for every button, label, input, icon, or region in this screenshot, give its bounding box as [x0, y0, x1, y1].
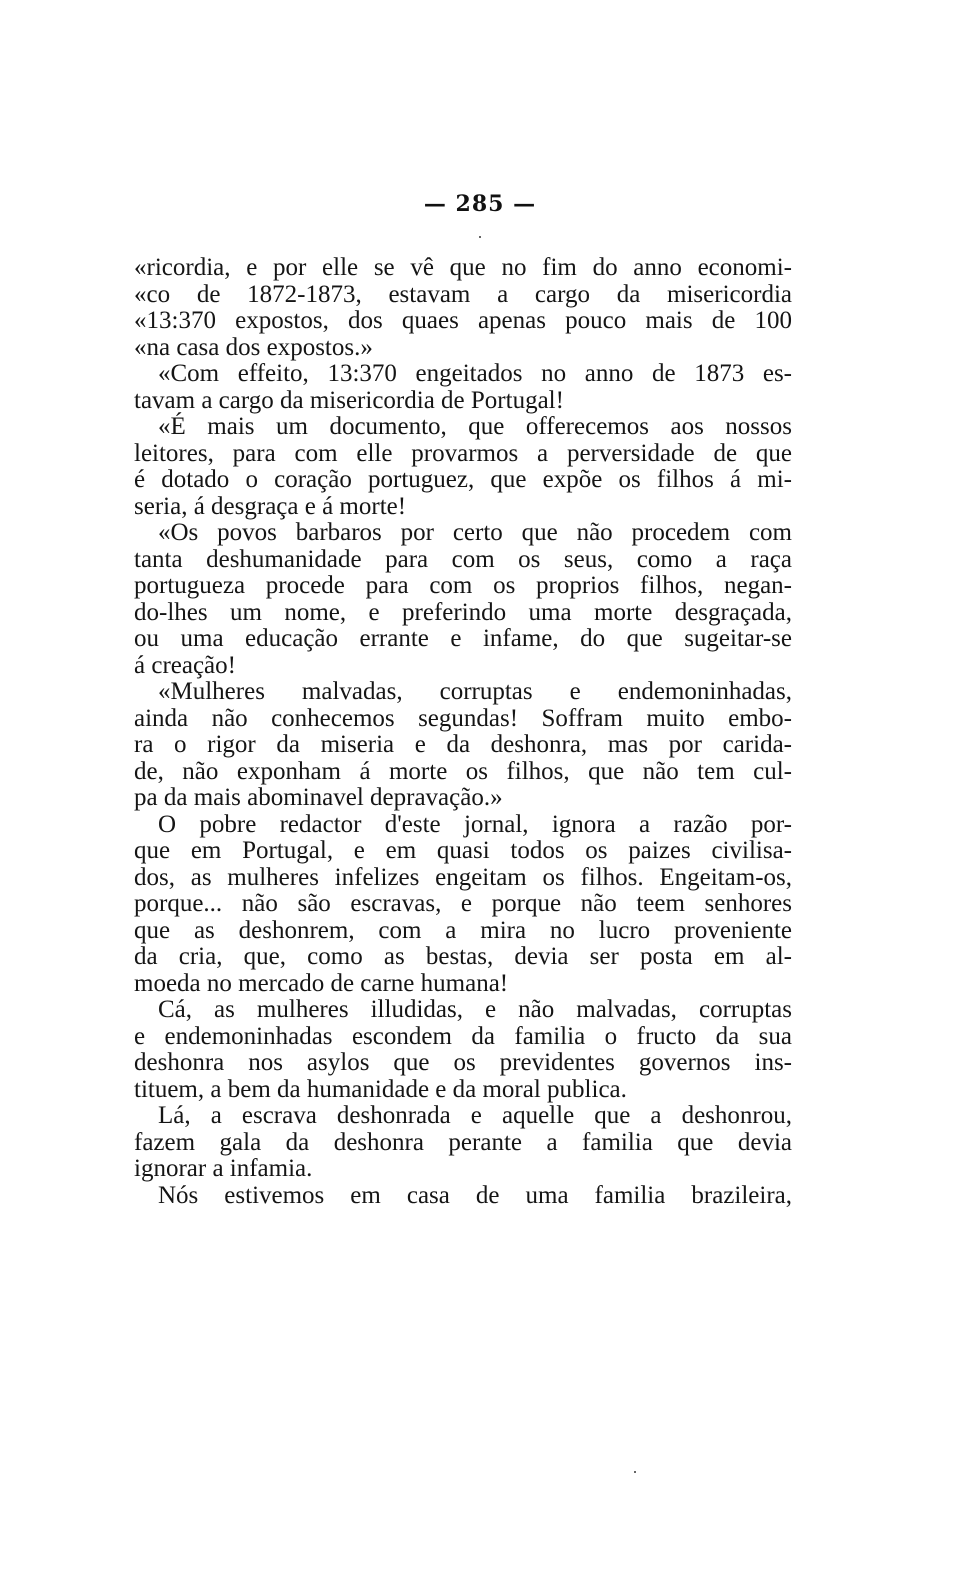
text-line: ra o rigor da miseria e da deshonra, mas por carida- — [134, 731, 792, 758]
text-line: portugueza procede para com os proprios filhos, negan- — [134, 572, 792, 599]
text-line: seria, á desgraça e á morte! — [134, 492, 407, 520]
print-speck — [634, 1471, 636, 1473]
text-line: de, não exponham á morte os filhos, que não tem cul- — [134, 757, 792, 785]
text-line: ainda não conhecemos segundas! Soffram muito embo- — [134, 704, 792, 732]
text-line: ignorar a infamia. — [134, 1155, 313, 1182]
text-line: Nós estivemos em casa de uma familia brazileira, — [158, 1181, 792, 1209]
text-line: «ricordia, e por elle se vê que no fim do anno economi- — [134, 254, 792, 281]
text-line: á creação! — [134, 651, 236, 679]
text-line: tanta deshumanidade para com os seus, como a raça — [134, 545, 792, 573]
text-line: leitores, para com elle provarmos a perversidade de que — [134, 439, 792, 467]
print-speck — [479, 236, 481, 238]
text-line: porque... não são escravas, e porque não teem senhores — [134, 890, 792, 917]
text-line: tavam a cargo da misericordia de Portugal! — [134, 386, 564, 414]
text-line: tituem, a bem da humanidade e da moral publica. — [134, 1075, 627, 1103]
page-number: — 285 — — [423, 191, 537, 217]
text-line: «Mulheres malvadas, corruptas e endemoninhadas, — [158, 678, 792, 705]
text-line: «na casa dos expostos.» — [134, 333, 373, 361]
text-line: «É mais um documento, que offerecemos aos nossos — [158, 413, 792, 440]
body-text — [134, 255, 792, 1209]
text-line: da cria, que, como as bestas, devia ser posta em al- — [134, 943, 792, 970]
text-line: que em Portugal, e em quasi todos os paizes civilisa- — [134, 837, 792, 864]
text-line: Cá, as mulheres illudidas, e não malvadas, corruptas — [158, 996, 792, 1023]
text-line: «Os povos barbaros por certo que não procedem com — [158, 519, 792, 546]
text-line: Lá, a escrava deshonrada e aquelle que a deshonrou, — [158, 1102, 792, 1129]
text-line: moeda no mercado de carne humana! — [134, 969, 509, 997]
text-line: deshonra nos asylos que os previdentes governos ins- — [134, 1049, 792, 1076]
text-line: é dotado o coração portuguez, que expõe os filhos á mi- — [134, 466, 792, 493]
text-line: que as deshonrem, com a mira no lucro proveniente — [134, 916, 792, 944]
text-line: pa da mais abominavel depravação.» — [134, 784, 503, 811]
text-line: O pobre redactor d'este jornal, ignora a razão por- — [158, 810, 792, 838]
text-line: ou uma educação errante e infame, do que sugeitar-se — [134, 625, 792, 652]
text-line: «13:370 expostos, dos quaes apenas pouco mais de 100 — [134, 307, 792, 334]
text-line: «co de 1872-1873, estavam a cargo da misericordia — [134, 280, 792, 308]
text-line: fazem gala da deshonra perante a familia que devia — [134, 1128, 792, 1156]
text-line: do-lhes um nome, e preferindo uma morte desgraçada, — [134, 598, 792, 626]
text-line: dos, as mulheres infelizes engeitam os filhos. Engeitam-os, — [134, 863, 792, 891]
text-line: e endemoninhadas escondem da familia o fructo da sua — [134, 1022, 792, 1050]
text-line: «Com effeito, 13:370 engeitados no anno de 1873 es- — [158, 360, 792, 387]
